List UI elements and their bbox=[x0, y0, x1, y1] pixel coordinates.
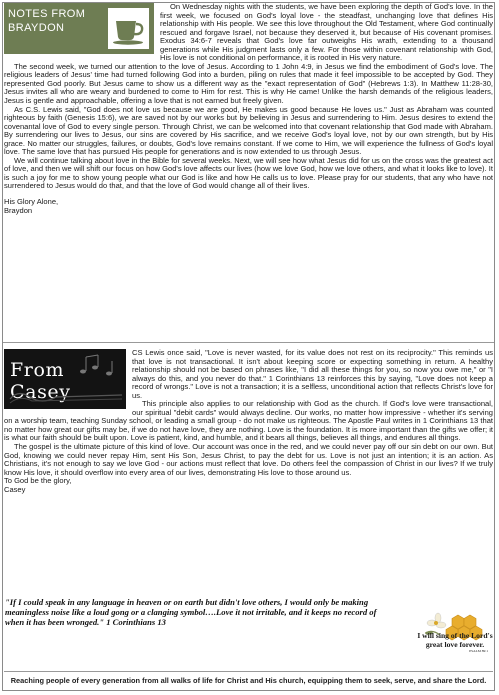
paragraph: We will continue talking about love in the Bible for several weeks. Next, we will see how what Jesus did for us on the cross was the greatest act of love, and then we will shift our focus on how God's love affects our lives (how we love God, how we love others, and what it looks like to love). It is such a joy for me to show young people what our God is like and how He calls us to love. Please pray for our students, that any who have not surrendered to Jesus would do that, and that the love of God would change all of their lives. bbox=[4, 155, 493, 191]
paragraph: As C.S. Lewis said, "God does not love us because we are good, He makes us good because He loves us." Just as Abraham was counted righteous by faith (Genesis 15:6), we are saved not by our works but by believing in Jesus and surrendering to Him. Jesus desires to extend the covenantal love of God to every single person. Through Christ, we can be welcomed into that covenant relationship that God made with Abraham. By surrendering our lives to Jesus, our sins are covered by His sacrifice, and we receive God's loyal love, not by our own strength, but by His grace. No matter our struggles, failures, or doubts, God's love remains constant. If we come to Him, we will experience the fullness of God's loyal love. The same love that has pursued His people for generations and is now extended to us through Jesus. bbox=[4, 104, 493, 157]
section-divider bbox=[3, 342, 494, 343]
signature: Casey bbox=[4, 484, 26, 494]
psalm-verse bbox=[416, 632, 494, 654]
verse-text: I will sing of the Lord's great love forever. bbox=[417, 631, 493, 649]
coffee-cup-icon bbox=[108, 8, 149, 49]
notes-from-braydon-section bbox=[4, 3, 493, 215]
badge-title: NOTES FROM BRAYDON bbox=[8, 8, 86, 34]
footer-mission-statement: Reaching people of every generation from all walks of life for Christ and His church, equipping them to seek, serve, and share the Lord. bbox=[4, 671, 493, 689]
closing: His Glory Alone, bbox=[4, 197, 59, 207]
paragraph: The second week, we turned our attention to the love of Jesus. According to 1 John 4:9, in Jesus we find the embodiment of God's love. The religious leaders of Jesus' time had turned following God into a burden, piling on rules that made it feel impossible to be accepted by God. They represented God poorly. But Jesus came to show us a different way as the "exact representation of God" (Hebrews 1:3). In Matthew 11:28-30, Jesus invites all who are weary and burdened to come to Him for rest. This is why He came! Unlike the harsh demands of the religious leaders, Jesus is gentle and approachable, offering a love that is not earned but freely given. bbox=[4, 61, 493, 106]
closing: To God be the glory, bbox=[4, 476, 72, 486]
notes-from-braydon-badge bbox=[4, 3, 154, 54]
signature: Braydon bbox=[4, 205, 33, 215]
from-casey-section bbox=[4, 349, 493, 494]
badge-title: From Casey bbox=[10, 359, 71, 403]
verse-reference: PSALM 89:1 bbox=[469, 649, 488, 654]
paragraph: This principle also applies to our relationship with God as the church. If God's love were transactional, our spiritual "debit cards" would always decline. Our works, no matter how impressive - whether it's serving on a worship team, teaching Sunday school, or leading a small group - do not make us righteous. The Apostle Paul writes in 1 Corinthians 13 that no matter how great our gifts may be, if we do not have love, they are nothing. Love is the foundation. It is more important than the gifts we offer; it is what our faith should be built upon. Love is patient, kind, and humble, and it bears all things, believes all things, and endures all things. bbox=[4, 399, 493, 443]
guitar-icon bbox=[4, 385, 126, 409]
paragraph: The gospel is the ultimate picture of this kind of love. Our account was once in the red, and we could never pay off our sin debt on our own. But God, knowing we could never repay Him, sent His Son, Jesus Christ, to pay the debt for us. Love is not just an intention; it is an action. As Christians, it's not enough to say we love God - our actions must reflect that love. Do others feel the compassion of Christ in our lives? If we truly know His love, it should overflow into every area of our lives, demonstrating His love to those around us. bbox=[4, 442, 493, 477]
paragraph: CS Lewis once said, "Love is never wasted, for its value does not rest on its reciprocity." This reminds us that love is not transactional. It isn't about keeping score or expecting something in return. A healthy relationship should not be based on phrases like, "I did all these things for you, so now you owe me," or "I always do this, and you never do that." 1 Corinthians 13 reinforces this by saying, "Love does not keep a record of wrongs." Love is not a transaction; it is a selfless, unconditional action that reflects Christ's love for us. bbox=[132, 348, 493, 400]
from-casey-badge bbox=[4, 349, 126, 409]
scripture-quote: "If I could speak in any language in heaven or on earth but didn't love others, I would only be making meaningless noise like a loud gong or a clanging symbol….Love it not irritable, and it keeps no record of when it has been wronged." 1 Corinthians 13 bbox=[5, 597, 377, 627]
paragraph: On Wednesday nights with the students, we have been exploring the depth of God's love. In the first week, we focused on God's loyal love - the steadfast, unchanging love that defines His relationship with His people. We see this love throughout the Old Testament, where God continually rescued and forgave Israel, not because they deserved it, but because of His covenant promises. Exodus 34:6-7 reveals that God's love far outweighs His wrath, extending to a thousand generations while His judgment lasts only a few. For those within covenant relationship with God, His love is not conditional on performance, it is rooted in His very nature. bbox=[160, 2, 493, 63]
